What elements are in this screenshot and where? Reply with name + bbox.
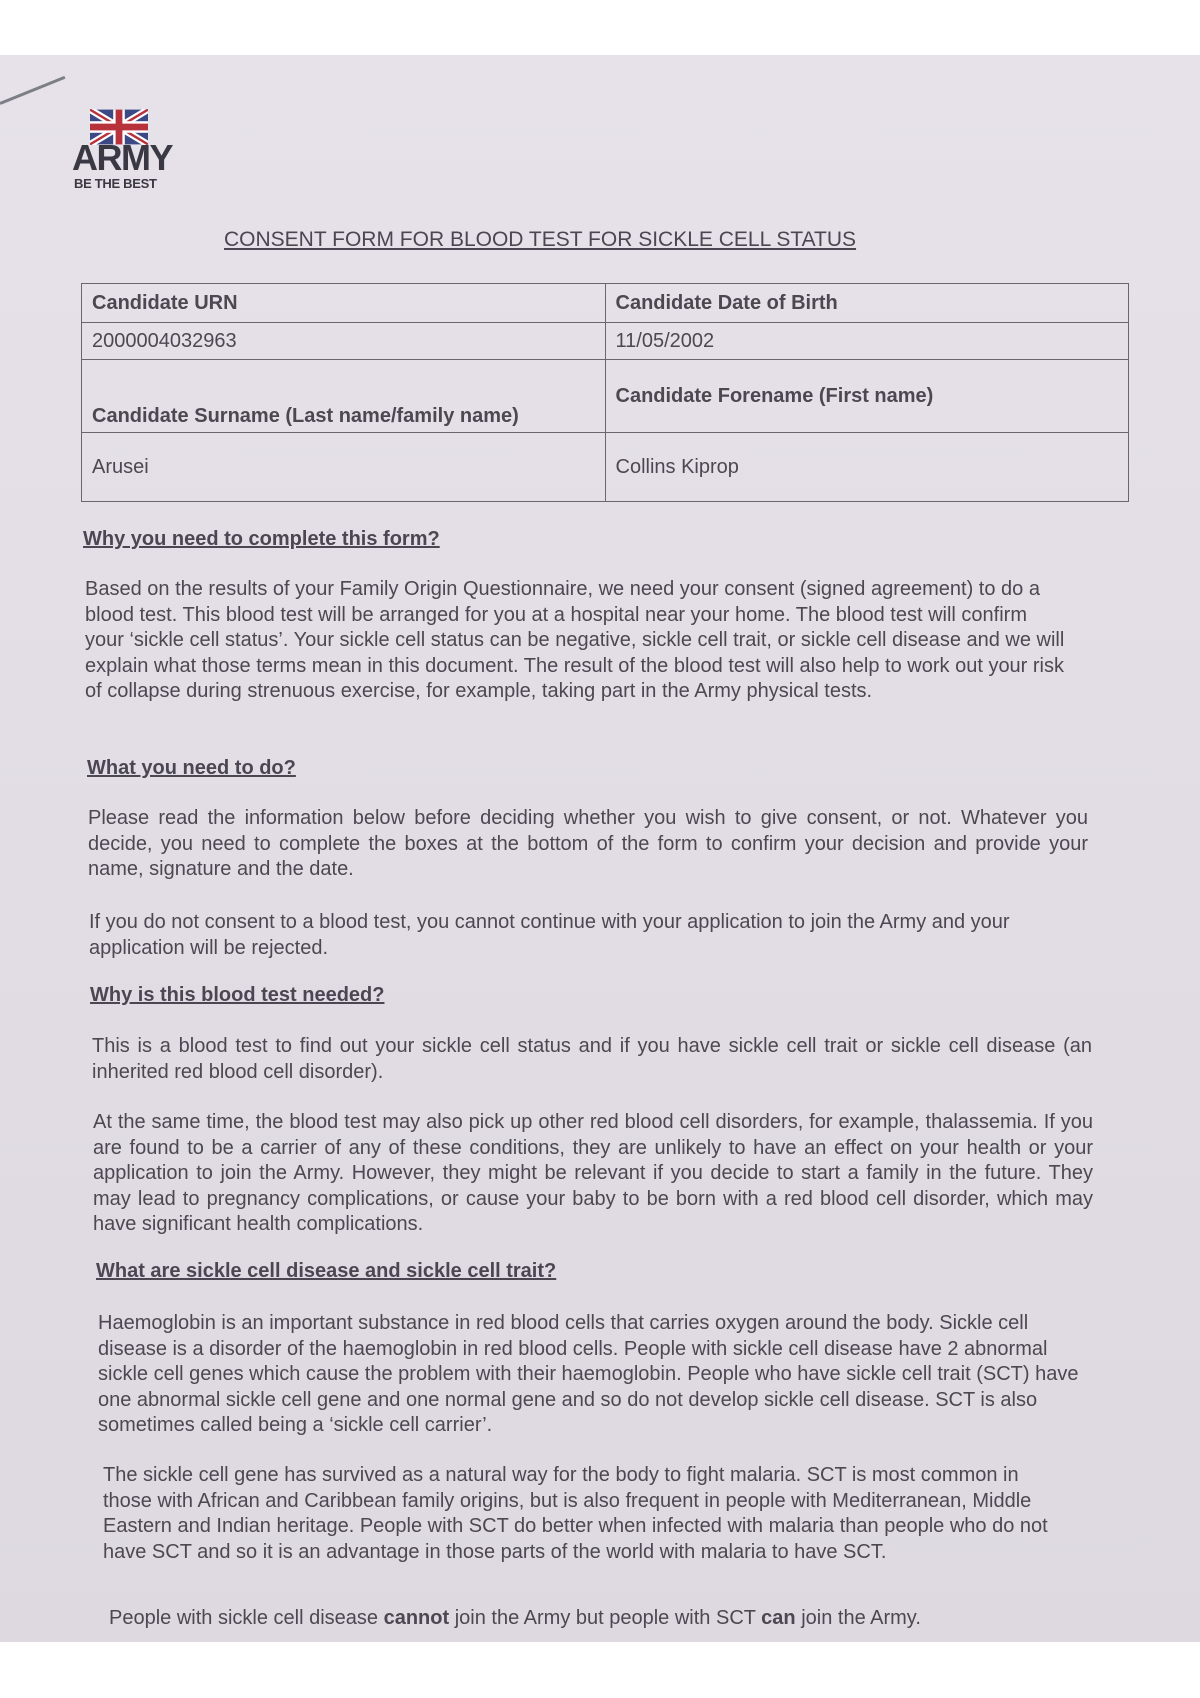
urn-label: Candidate URN <box>82 284 606 323</box>
paragraph-what-to-do-2: If you do not consent to a blood test, you cannot continue with your application to join the Army and your application will be rejected. <box>89 911 1010 959</box>
surname-label: Candidate Surname (Last name/family name) <box>82 360 606 433</box>
paragraph-why-complete: Based on the results of your Family Origin Questionnaire, we need your consent (signed agreement) to do a blood test. This blood test will be arranged for you at a hospital near your home. The blood test will confirm your ‘sickle cell status’. Your sickle cell status can be negative, sickle cell trait, or sickle cell disease and we will explain what those terms mean in this document. The result of the blood test will also help to work out your risk of collapse during strenuous exercise, for example, taking part in the Army physical tests. <box>85 578 1065 702</box>
paragraph-what-to-do-1: Please read the information below before deciding whether you wish to give consent, or not. Whatever you decide, you need to complete the boxes at the bottom of the form to confirm your decision and provide your name, signature and the date. <box>88 807 1088 880</box>
emphasis-can: can <box>761 1607 796 1629</box>
dob-value: 11/05/2002 <box>605 323 1129 360</box>
logo-wordmark: ARMY <box>72 137 172 178</box>
staple-mark <box>0 76 65 105</box>
surname-value: Arusei <box>82 433 606 502</box>
text-run: join the Army. <box>795 1607 921 1629</box>
paragraph-what-are-3 <box>109 1606 1099 1632</box>
logo-tagline: BE THE BEST <box>74 176 157 191</box>
form-title: CONSENT FORM FOR BLOOD TEST FOR SICKLE CELL STATUS <box>224 228 857 251</box>
candidate-details-table <box>81 283 1129 502</box>
paragraph-why-needed-2: At the same time, the blood test may also pick up other red blood cell disorders, for example, thalassemia. If you are found to be a carrier of any of these conditions, they are unlikely to have an effect on your health or your application to join the Army. However, they might be relevant if you decide to start a family in the future. They may lead to pregnancy complications, or cause your baby to be born with a red blood cell disorder, which may have significant health complications. <box>93 1111 1093 1235</box>
paragraph-why-needed-1: This is a blood test to find out your sickle cell status and if you have sickle cell trait or sickle cell disease (an inherited red blood cell disorder). <box>92 1035 1092 1083</box>
dob-label: Candidate Date of Birth <box>605 284 1129 323</box>
forename-label: Candidate Forename (First name) <box>605 360 1129 433</box>
heading-why-complete: Why you need to complete this form? <box>83 528 440 550</box>
text-run: People with sickle cell disease <box>109 1607 384 1629</box>
text-run: join the Army but people with SCT <box>449 1607 762 1629</box>
emphasis-cannot: cannot <box>383 1607 450 1629</box>
paragraph-what-are-2: The sickle cell gene has survived as a natural way for the body to fight malaria. SCT is most common in those with African and Caribbean family origins, but is also frequent in people with Mediterranean, Middle Eastern and Indian heritage. People with SCT do better when infected with malaria than people who do not have SCT and so it is an advantage in those parts of the world with malaria to have SCT. <box>103 1464 1048 1563</box>
heading-what-are: What are sickle cell disease and sickle cell trait? <box>96 1260 557 1282</box>
heading-why-needed: Why is this blood test needed? <box>90 984 385 1006</box>
urn-value: 2000004032963 <box>82 323 606 360</box>
forename-value: Collins Kiprop <box>605 433 1129 502</box>
heading-what-to-do: What you need to do? <box>87 757 296 779</box>
document-page <box>0 55 1200 1642</box>
paragraph-what-are-1: Haemoglobin is an important substance in red blood cells that carries oxygen around the body. Sickle cell disease is a disorder of the haemoglobin in red blood cells. People with sickle cell disease have 2 abnormal sickle cell genes which cause the problem with their haemoglobin. People who have sickle cell trait (SCT) have one abnormal sickle cell gene and one normal gene and so do not develop sickle cell disease. SCT is also sometimes called being a ‘sickle cell carrier’. <box>98 1312 1079 1436</box>
